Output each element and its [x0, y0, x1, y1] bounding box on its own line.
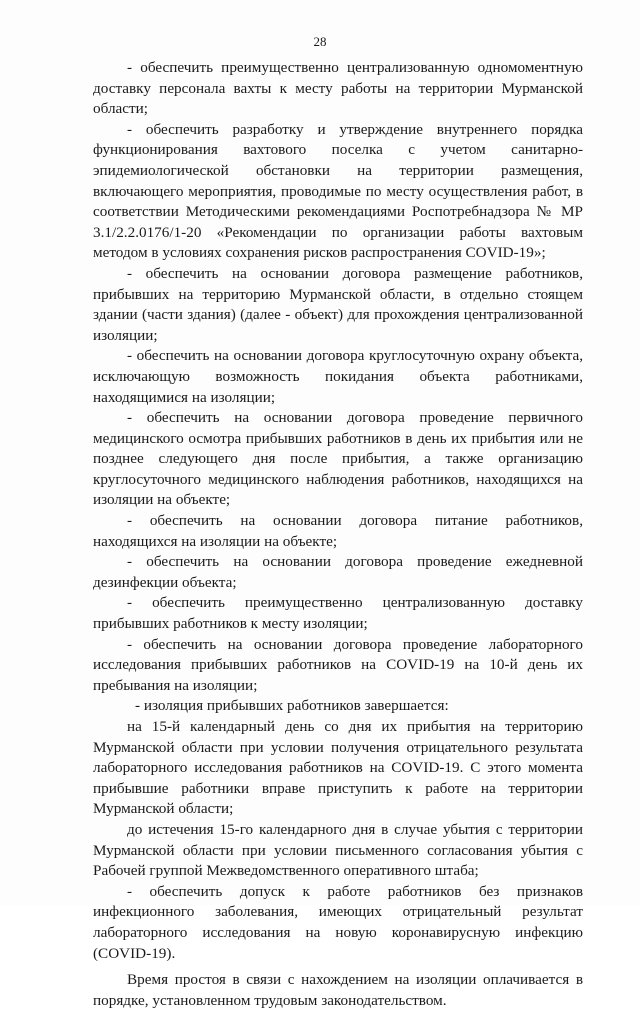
- document-body: [93, 58, 583, 1011]
- paragraph-work-admission: - обеспечить допуск к работе работников без признаков инфекционного заболевания, имеющих отрицательный результат лабораторного исследования на новую коронавирусную инфекцию (COVID-19).: [93, 882, 583, 962]
- paragraph-downtime-pay: Время простоя в связи с нахождением на изоляции оплачивается в порядке, установленном трудовым законодательством.: [93, 971, 583, 1009]
- paragraph-meals: - обеспечить на основании договора питание работников, находящихся на изоляции на объекте;: [93, 512, 583, 550]
- paragraph-early-departure: до истечения 15-го календарного дня в случае убытия с территории Мурманской области при условии письменного согласования убытия с Рабочей группой Межведомственного оперативного штаба;: [93, 820, 583, 880]
- paragraph-security: - обеспечить на основании договора круглосуточную охрану объекта, исключающую возможность покидания объекта работниками, находящимися на изоляции;: [93, 347, 583, 406]
- paragraph-camp-procedure: - обеспечить разработку и утверждение внутреннего порядка функционирования вахтового поселка с учетом санитарно-эпидемиологической обстановки на территории размещения, включающего мероприятия, проводимые по месту осуществления работ, в соответствии Методическими рекомендациями Роспотребнадзора № МР 3.1/2.2.0176/1-20 «Рекомендации по организации работы вахтовым методом в условиях сохранения рисков распространения COVID-19»;: [93, 120, 583, 262]
- paragraph-lab-test: - обеспечить на основании договора проведение лабораторного исследования прибывших работников на COVID-19 на 10-й день их пребывания на изоляции;: [93, 635, 583, 694]
- paragraph-medical-exam: - обеспечить на основании договора проведение первичного медицинского осмотра прибывших работников в день их прибытия или не позднее следующего дня после прибытия, а также организацию круглосуточного медицинского наблюдения работников, находящихся на изоляции на объекте;: [93, 409, 583, 509]
- paragraph-delivery-shift: - обеспечить преимущественно централизованную одномоментную доставку персонала вахты к месту работы на территории Мурманской области;: [93, 59, 583, 118]
- paragraph-disinfection: - обеспечить на основании договора проведение ежедневной дезинфекции объекта;: [93, 553, 583, 591]
- paragraph-isolation-ends: - изоляция прибывших работников завершается:: [135, 697, 449, 715]
- paragraph-transport-isolation: - обеспечить преимущественно централизованную доставку прибывших работников к месту изоляции;: [93, 594, 583, 633]
- paragraph-accommodation: - обеспечить на основании договора размещение работников, прибывших на территорию Мурманской области, в отдельно стоящем здании (части здания) (далее - объект) для прохождения централизованной изоляции;: [93, 264, 583, 344]
- paragraph-day-15: на 15-й календарный день со дня их прибытия на территорию Мурманской области при условии получения отрицательного результата лабораторного исследования работников на COVID-19. С этого момента прибывшие работники вправе приступить к работе на территории Мурманской области;: [93, 718, 583, 818]
- page-number: 28: [313, 34, 327, 49]
